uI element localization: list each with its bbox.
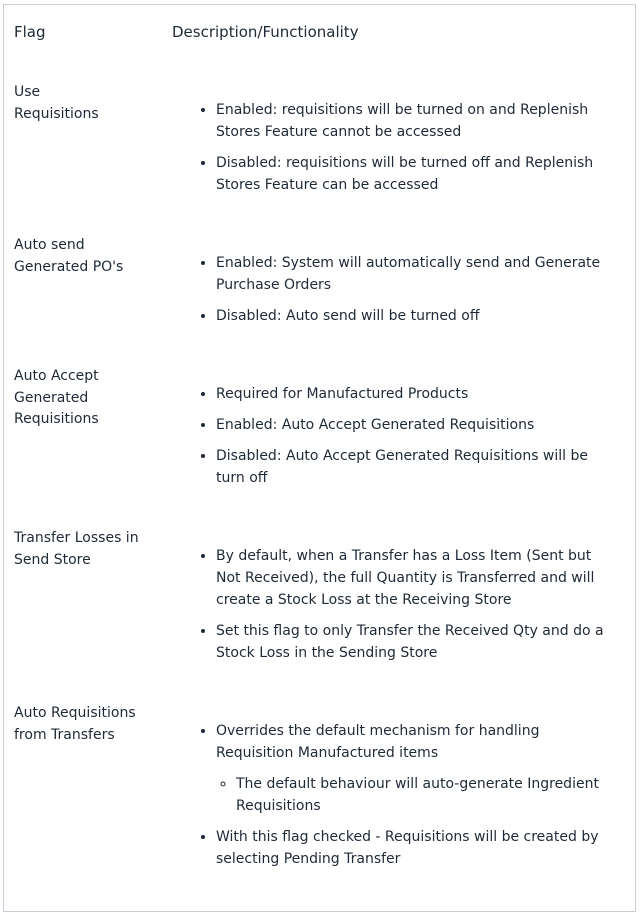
list-item: • By default, when a Transfer has a Loss Item (Sent but Not Received), the full Quantity is Transferred and will create a Stock Loss at the Receiving Store [216,545,616,611]
list-item-text: Overrides the default mechanism for handling Requisition Manufactured items [216,723,540,761]
list-item: • With this flag checked - Requisitions will be created by selecting Pending Transfer [216,826,616,870]
description-column-header: Description/Functionality [172,23,359,41]
list-item: • Required for Manufactured Products [216,383,616,405]
flags-table [3,4,636,912]
flag-column-header: Flag [14,23,46,41]
list-item: • Enabled: System will automatically send and Generate Purchase Orders [216,252,616,296]
sub-list [216,773,616,817]
flag-auto-send-generated-pos: Auto send Generated PO's [14,237,124,275]
description-list [192,383,616,498]
description-list [192,99,616,205]
flag-transfer-losses-in-send-store: Transfer Losses in Send Store [14,530,139,568]
list-item: • Disabled: Auto send will be turned off [216,305,616,327]
flag-auto-requisitions-from-transfers: Auto Requisitions from Transfers [14,705,136,743]
list-item [216,720,616,817]
description-list [192,720,616,879]
sub-list-item: ◦ The default behaviour will auto-generate Ingredient Requisitions [236,773,616,817]
list-item: • Enabled: Auto Accept Generated Requisitions [216,414,616,436]
description-list [192,252,616,336]
list-item: • Disabled: requisitions will be turned off and Replenish Stores Feature can be accessed [216,152,616,196]
list-item: • Enabled: requisitions will be turned on and Replenish Stores Feature cannot be accessed [216,99,616,143]
list-item: • Set this flag to only Transfer the Received Qty and do a Stock Loss in the Sending Store [216,620,616,664]
description-list [192,545,616,673]
flag-auto-accept-generated-requisitions: Auto Accept Generated Requisitions [14,368,99,427]
flag-use-requisitions: Use Requisitions [14,84,99,122]
list-item: • Disabled: Auto Accept Generated Requisitions will be turn off [216,445,616,489]
